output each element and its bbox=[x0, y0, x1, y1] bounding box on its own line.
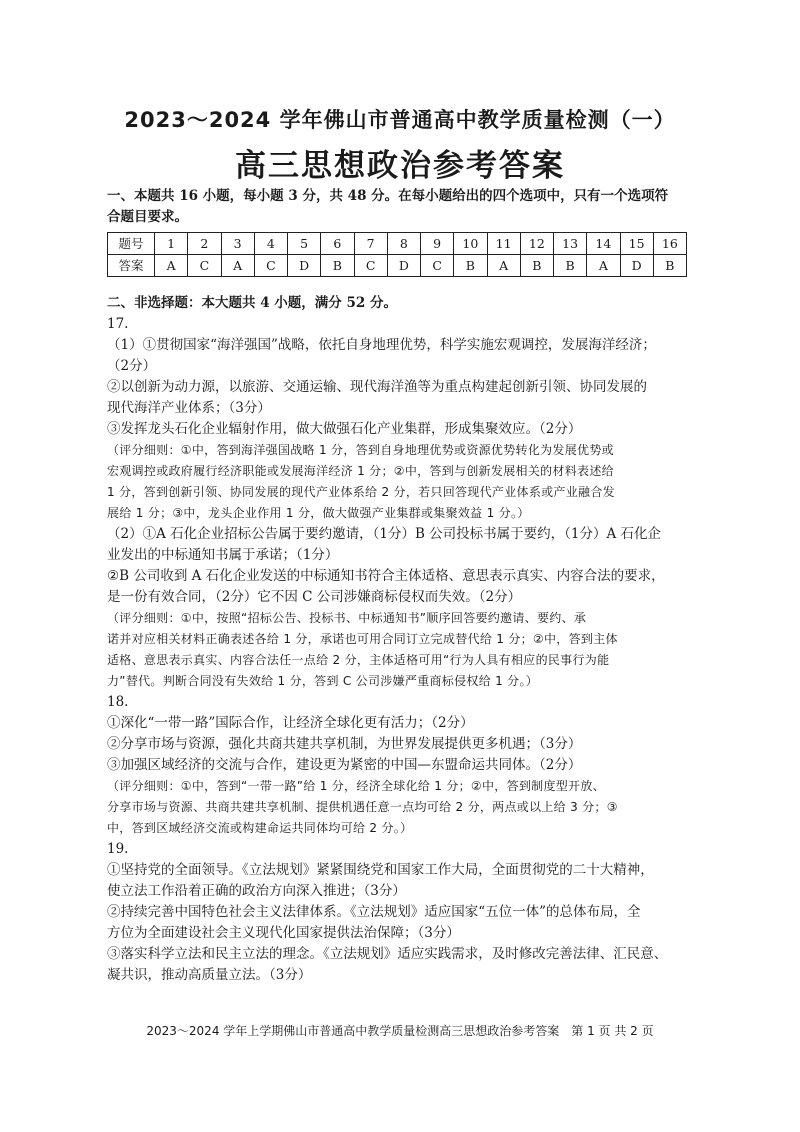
answer-cell: B bbox=[321, 255, 354, 277]
q17-answer-line: 业发出的中标通知书属于承诺；（1分） bbox=[107, 547, 339, 563]
page-footer: 2023～2024 学年上学期佛山市普通高中教学质量检测高三思想政治参考答案 第 1 页 共 2 页 bbox=[146, 1024, 654, 1038]
q17-scoring-note: 诺并对应相关材料正确表述各给 1 分，承诺也可用合同订立完成替代给 1 分；②中，答到主体 bbox=[107, 632, 618, 646]
answer-cell: A bbox=[487, 255, 520, 277]
document-body bbox=[107, 186, 687, 986]
question-number-cell: 4 bbox=[254, 233, 287, 255]
question-number-cell: 3 bbox=[221, 233, 254, 255]
q17-scoring-note: 适格、意思表示真实、内容合法任一点给 2 分，主体适格可用“行为人具有相应的民事行为能 bbox=[107, 653, 610, 667]
question-19-number: 19. bbox=[107, 841, 129, 857]
question-number-cell: 15 bbox=[620, 233, 653, 255]
question-number-cell: 10 bbox=[454, 233, 487, 255]
q18-scoring-note: （评分细则：①中，答到“一带一路”给 1 分，经济全球化给 1 分；②中，答到制度型开放、 bbox=[107, 779, 605, 793]
question-number-row bbox=[108, 233, 687, 255]
q18-scoring-note: 分享市场与资源、共商共建共享机制、提供机遇任意一点均可给 2 分，两点或以上给 3 分；③ bbox=[107, 800, 618, 814]
q17-answer-line: （2分） bbox=[107, 358, 157, 374]
question-number-cell: 8 bbox=[387, 233, 420, 255]
question-17-number: 17. bbox=[107, 316, 129, 332]
row-label-answer: 答案 bbox=[108, 255, 155, 277]
answer-cell: B bbox=[454, 255, 487, 277]
q19-answer-line: ①坚持党的全面领导。《立法规划》紧紧围绕党和国家工作大局，全面贯彻党的二十大精神， bbox=[107, 862, 654, 878]
answer-cell: A bbox=[221, 255, 254, 277]
question-number-cell: 2 bbox=[188, 233, 221, 255]
answer-cell: D bbox=[288, 255, 321, 277]
q18-answer-line: ①深化“一带一路”国际合作，让经济全球化更有活力；（2分） bbox=[107, 715, 474, 731]
q17-scoring-note: （评分细则：①中，按照“招标公告、投标书、中标通知书”顺序回答要约邀请、要约、承 bbox=[107, 611, 587, 625]
section1-heading: 一、本题共 16 小题，每小题 3 分，共 48 分。在每小题给出的四个选项中，只有一个选项符 bbox=[107, 188, 669, 204]
answer-row bbox=[108, 255, 687, 277]
q18-answer-line: ③加强区域经济的交流与合作，建设更为紧密的中国—东盟命运共同体。（2分） bbox=[107, 757, 582, 773]
q19-answer-line: ③落实科学立法和民主立法的理念。《立法规划》适应实践需求，及时修改完善法律、汇民意、 bbox=[107, 946, 668, 962]
q17-scoring-note: 1 分，答到创新引领、协同发展的现代产业体系给 2 分，若只回答现代产业体系或产业融合发 bbox=[107, 485, 615, 499]
question-number-cell: 9 bbox=[421, 233, 454, 255]
answer-cell: D bbox=[387, 255, 420, 277]
section2-heading: 二、非选择题：本大题共 4 小题，满分 52 分。 bbox=[107, 295, 397, 311]
q17-answer-line: ③发挥龙头石化企业辐射作用，做大做强石化产业集群，形成集聚效应。（2分） bbox=[107, 421, 582, 437]
question-number-cell: 16 bbox=[653, 233, 686, 255]
answer-cell: A bbox=[587, 255, 620, 277]
question-number-cell: 13 bbox=[554, 233, 587, 255]
answer-cell: C bbox=[188, 255, 221, 277]
q19-answer-line: 方位为全面建设社会主义现代化国家提供法治保障；（3分） bbox=[107, 925, 460, 941]
answer-cell: C bbox=[254, 255, 287, 277]
answer-cell: B bbox=[653, 255, 686, 277]
q18-answer-line: ②分享市场与资源，强化共商共建共享机制，为世界发展提供更多机遇；（3分） bbox=[107, 736, 582, 752]
q17-answer-line: 现代海洋产业体系；（3分） bbox=[107, 400, 271, 416]
question-number-cell: 7 bbox=[354, 233, 387, 255]
answer-table bbox=[107, 232, 687, 277]
answer-cell: B bbox=[554, 255, 587, 277]
answer-cell: C bbox=[421, 255, 454, 277]
q17-scoring-note: （评分细则：①中，答到海洋强国战略 1 分，答到自身地理优势或资源优势转化为发展优势或 bbox=[107, 443, 614, 457]
q17-answer-line: （1）①贯彻国家“海洋强国”战略，依托自身地理优势，科学实施宏观调控，发展海洋经济； bbox=[107, 337, 656, 353]
q17-answer-line: ②B 公司收到 A 石化企业发送的中标通知书符合主体适格、意思表示真实、内容合法的要求， bbox=[107, 568, 665, 584]
document-title: 2023～2024 学年佛山市普通高中教学质量检测（一） bbox=[124, 108, 676, 132]
q18-scoring-note: 中，答到区域经济交流或构建命运共同体均可给 2 分。） bbox=[107, 821, 413, 835]
q17-answer-line: ②以创新为动力源，以旅游、交通运输、现代海洋渔等为重点构建起创新引领、协同发展的 bbox=[107, 379, 647, 395]
question-18-number: 18. bbox=[107, 694, 129, 710]
question-number-cell: 5 bbox=[288, 233, 321, 255]
q17-answer-line: （2）①A 石化企业招标公告属于要约邀请，（1分）B 公司投标书属于要约，（1分）A 石化企 bbox=[107, 526, 662, 542]
answer-cell: C bbox=[354, 255, 387, 277]
q19-answer-line: 使立法工作沿着正确的政治方向深入推进；（3分） bbox=[107, 883, 406, 899]
q19-answer-line: ②持续完善中国特色社会主义法律体系。《立法规划》适应国家“五位一体”的总体布局，全 bbox=[107, 904, 641, 920]
question-number-cell: 6 bbox=[321, 233, 354, 255]
q17-scoring-note: 展给 1 分；③中，龙头企业作用 1 分，做大做强产业集群或集聚效益 1 分。） bbox=[107, 506, 530, 520]
document-subtitle: 高三思想政治参考答案 bbox=[235, 148, 565, 184]
spacer bbox=[107, 279, 687, 293]
q17-answer-line: 是一份有效合同，（2分）它不因 C 公司涉嫌商标侵权而失效。（2分） bbox=[107, 589, 522, 605]
section1-heading-cont: 合题目要求。 bbox=[107, 209, 188, 225]
question-number-cell: 1 bbox=[155, 233, 188, 255]
q17-scoring-note: 宏观调控或政府履行经济职能或发展海洋经济 1 分；②中，答到与创新发展相关的材料表述给 bbox=[107, 464, 614, 478]
answer-cell: B bbox=[520, 255, 553, 277]
q19-answer-line: 凝共识，推动高质量立法。（3分） bbox=[107, 967, 312, 983]
row-label-number: 题号 bbox=[108, 233, 155, 255]
question-number-cell: 14 bbox=[587, 233, 620, 255]
answer-cell: A bbox=[155, 255, 188, 277]
answer-cell: D bbox=[620, 255, 653, 277]
question-number-cell: 12 bbox=[520, 233, 553, 255]
question-number-cell: 11 bbox=[487, 233, 520, 255]
q17-scoring-note: 力”替代。判断合同没有失效给 1 分，答到 C 公司涉嫌严重商标侵权给 1 分。） bbox=[107, 674, 539, 688]
